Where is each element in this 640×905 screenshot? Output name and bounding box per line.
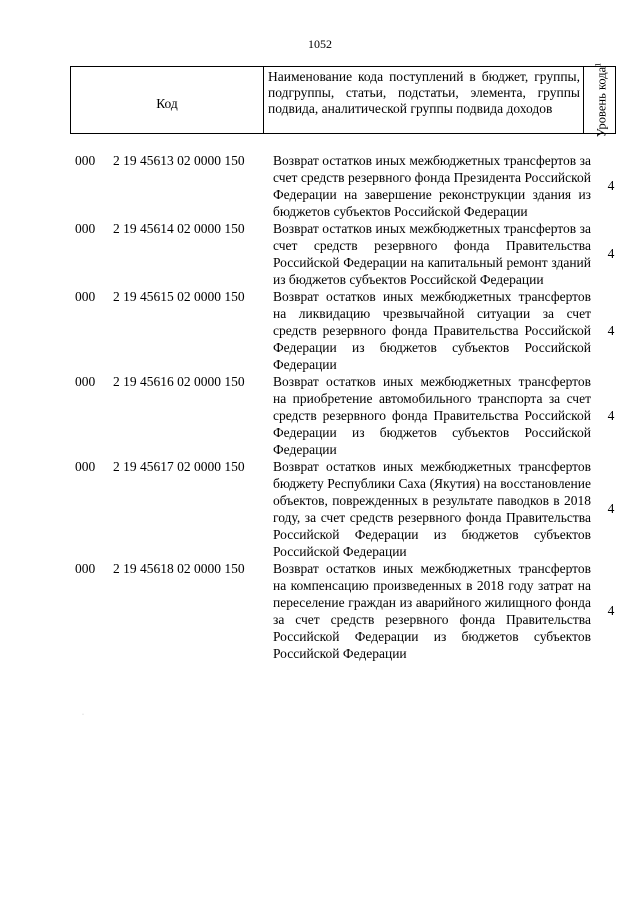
row-code-level: 4 [607,407,615,423]
row-income-name: Возврат остатков иных межбюджетных трансфертов на ликвидацию чрезвычайной ситуации за счет средств резервного фонда Правительства Российской Федерации из бюджетов субъектов Российской Федерации [273,289,591,372]
row-income-code: 2 19 45617 02 0000 150 [113,459,245,474]
row-income-code: 2 19 45613 02 0000 150 [113,153,245,168]
row-income-code: 2 19 45615 02 0000 150 [113,289,245,304]
row-income-code: 2 19 45614 02 0000 150 [113,221,245,236]
table-row [0,373,640,458]
row-admin-code: 000 [75,561,96,576]
code-table-body [0,152,640,662]
table-header [70,62,616,138]
row-income-name: Возврат остатков иных межбюджетных трансфертов на компенсацию произведенных в 2018 году затрат на переселение граждан из аварийного жилищного фонда за счет средств резервного фонда Правительства Российской Федерации из бюджетов субъектов Российской Федерации [273,561,591,661]
header-level-label [591,63,608,137]
row-income-name: Возврат остатков иных межбюджетных трансфертов за счет средств резервного фонда Президента Российской Федерации на завершение реконструкции здания из бюджетов субъектов Российской Федерации [273,153,591,219]
row-income-name: Возврат остатков иных межбюджетных трансфертов бюджету Республики Саха (Якутия) на восстановление объектов, поврежденных в результате паводков в 2018 году, за счет средств резервного фонда Правительства Российской Федерации из бюджетов субъектов Российской Федерации [273,459,591,559]
row-code-level: 4 [607,322,615,338]
header-code-label: Код [71,67,264,133]
table-row [0,560,640,662]
row-code-level: 4 [607,246,615,261]
row-income-code: 2 19 45616 02 0000 150 [113,374,245,389]
header-level-cell [584,62,615,138]
row-admin-code: 000 [75,374,96,389]
table-row [0,288,640,373]
table-row [0,220,640,288]
table-row [0,152,640,220]
row-admin-code: 000 [75,221,96,236]
header-name-label: Наименование кода поступлений в бюджет, группы, подгруппы, статьи, подстатьи, элемента, группы подвида, аналитической группы подвида доходов [264,67,584,133]
scan-speck: · [82,712,84,718]
header-level-text: Уровень кода [594,66,609,138]
row-admin-code: 000 [75,459,96,474]
row-admin-code: 000 [75,153,96,168]
row-income-name: Возврат остатков иных межбюджетных трансфертов на приобретение автомобильного транспорта за счет средств резервного фонда Правительства Российской Федерации из бюджетов субъектов Российской Федерации [273,374,591,457]
row-income-code: 2 19 45618 02 0000 150 [113,561,245,576]
row-code-level: 4 [607,501,615,516]
page-number: 1052 [308,37,332,51]
row-code-level: 4 [607,603,615,618]
row-income-name: Возврат остатков иных межбюджетных трансфертов за счет средств резервного фонда Правительства Российской Федерации на капитальный ремонт зданий из бюджетов субъектов Российской Федерации [273,221,591,287]
table-row [0,458,640,560]
row-admin-code: 000 [75,289,96,304]
header-level-footnote: 1 [592,62,602,67]
row-code-level: 4 [607,178,615,193]
